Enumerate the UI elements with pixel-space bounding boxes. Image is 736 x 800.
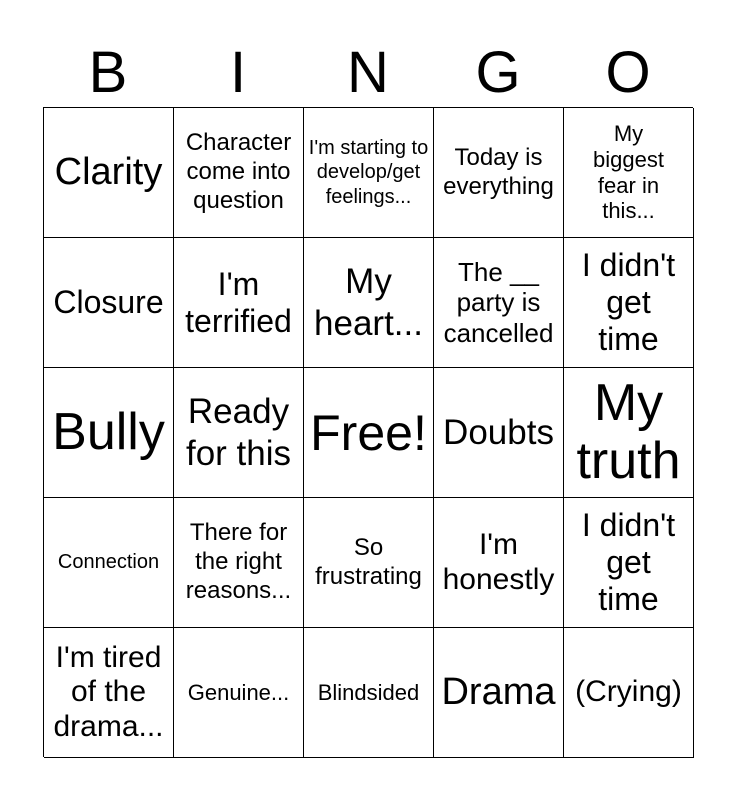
bingo-header (43, 38, 693, 108)
header-letter-o: O (605, 40, 651, 105)
cell-text: Free! (310, 404, 427, 461)
cell-text: Clarity (54, 150, 163, 193)
bingo-cell[interactable] (44, 108, 174, 238)
bingo-cell[interactable] (304, 368, 434, 498)
bingo-cell[interactable] (434, 368, 564, 498)
cell-text: I didn't get time (581, 507, 676, 617)
bingo-cell[interactable] (44, 368, 174, 498)
cell-text: Genuine... (187, 679, 290, 705)
bingo-cell[interactable] (564, 108, 694, 238)
cell-text: Doubts (443, 412, 554, 452)
bingo-cell[interactable] (304, 498, 434, 628)
cell-text: I'm tired of the drama... (53, 640, 164, 743)
bingo-cell[interactable] (564, 628, 694, 758)
bingo-cell[interactable] (434, 238, 564, 368)
bingo-cell[interactable] (174, 498, 304, 628)
cell-text: My truth (576, 374, 681, 490)
cell-text: I'm honestly (442, 528, 555, 596)
cell-text: There for the right reasons... (185, 519, 292, 604)
bingo-cell[interactable] (304, 628, 434, 758)
cell-text: The __ party is cancelled (443, 257, 554, 348)
cell-text: Drama (441, 670, 556, 713)
cell-text: I'm starting to develop/get feelings... (308, 136, 429, 208)
cell-text: Closure (53, 284, 164, 321)
header-letter-i: I (229, 40, 247, 105)
header-letter-g: G (475, 40, 521, 105)
bingo-cell[interactable] (44, 628, 174, 758)
cell-text: My heart... (314, 261, 423, 343)
cell-text: My biggest fear in this... (593, 120, 664, 224)
cell-text: Connection (57, 551, 160, 574)
bingo-cell[interactable] (44, 498, 174, 628)
bingo-cell[interactable] (564, 368, 694, 498)
bingo-board (43, 107, 693, 757)
cell-text: Character come into question (185, 129, 292, 214)
bingo-cell[interactable] (174, 628, 304, 758)
cell-text: (Crying) (575, 675, 682, 709)
header-letter-n: N (347, 40, 389, 105)
cell-text: So frustrating (315, 533, 422, 590)
bingo-cell[interactable] (434, 628, 564, 758)
bingo-cell[interactable] (304, 238, 434, 368)
cell-text: I'm terrified (185, 265, 292, 339)
cell-text: Ready for this (185, 391, 292, 473)
cell-text: Today is everything (443, 143, 554, 200)
cell-text: Blindsided (317, 679, 420, 705)
bingo-cell[interactable] (434, 498, 564, 628)
bingo-cell[interactable] (304, 108, 434, 238)
bingo-cell[interactable] (174, 108, 304, 238)
bingo-cell[interactable] (174, 368, 304, 498)
bingo-cell[interactable] (44, 238, 174, 368)
bingo-cell[interactable] (434, 108, 564, 238)
header-letter-b: B (88, 40, 128, 105)
cell-text: I didn't get time (581, 247, 676, 357)
bingo-cell[interactable] (564, 498, 694, 628)
bingo-cell[interactable] (564, 238, 694, 368)
bingo-cell[interactable] (174, 238, 304, 368)
cell-text: Bully (52, 402, 165, 461)
